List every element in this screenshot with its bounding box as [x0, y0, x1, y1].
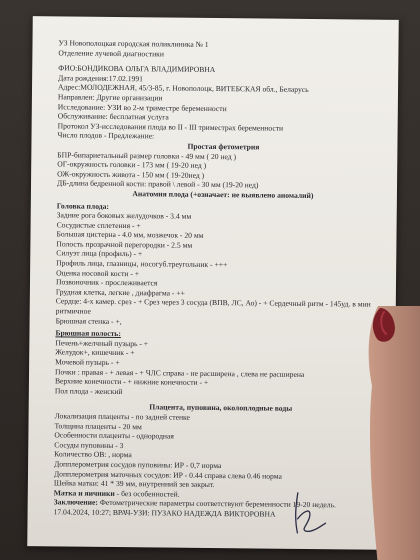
- list-item: Особенности плаценты - однородная: [54, 430, 174, 441]
- study-type: Исследование: УЗИ во 2-м триместре беременности: [57, 101, 227, 113]
- list-item: Большая цистерна - 4.0 мм, мозжечок - 20 мм: [56, 229, 204, 241]
- doctor-signature-line: 17.04.2024, 10:27; ВРАЧ-УЗИ: ПУЗАКО НАДЕЖДА ВИКТОРОВНА: [53, 507, 276, 519]
- handwritten-signature: [289, 489, 330, 539]
- department-name: Отделение лучевой диагностики: [58, 47, 164, 59]
- list-item: Мочевой пузырь - +: [55, 357, 120, 368]
- head-section-title: Головка плода:: [56, 200, 110, 211]
- patient-name: ФИО:БОНДИКОВА ОЛЬГА ВЛАДИМИРОВНА: [58, 63, 216, 75]
- list-item: Допплерометрия сосудов пуповины: ИР - 0,7 норма: [54, 459, 222, 471]
- list-item: Допплерометрия маточных сосудов: ИР - 0.44 справа слева 0.46 норма: [53, 468, 282, 481]
- service-type: Обслуживание: бесплатная услуга: [57, 111, 169, 122]
- uterus-text: - без особенностей.: [116, 488, 180, 499]
- protocol-title: Протокол УЗ-исследования плода во II - III триместрах беременности: [57, 121, 284, 133]
- list-item: Оценка носовой кости - +: [56, 268, 140, 278]
- list-item: Почки : правая - + левая - + ЧЛС справа - не расширена , слева не расширена: [55, 366, 305, 379]
- list-item: Количество ОВ: , норма: [54, 449, 132, 460]
- referral: Направлен: Другие организации: [57, 92, 163, 103]
- fetus-count: Число плодов - Предлежание:: [57, 130, 155, 141]
- list-item: Желудок+, кишечник - +: [55, 347, 135, 358]
- list-item: Толщина плаценты - 20 мм: [54, 420, 142, 431]
- list-item: Задние рога боковых желудочков - 3.4 мм: [56, 210, 192, 221]
- patient-address: Адрес:МОЛОДЕЖНАЯ, 45/3-85, г. Новополоцк, ВИТЕБСКАЯ обл., Беларусь: [57, 82, 309, 95]
- abdomen-section-title: Брюшная полость:: [55, 328, 121, 339]
- list-item: Печень+желчный пузырь - +: [55, 338, 149, 349]
- list-item: Брюшная стенка - +,: [55, 315, 122, 326]
- fetometry-bpr: БПР-бипариетальный размер головки - 49 мм ( 20 нед ): [57, 149, 237, 161]
- list-item: Позвоночник - прослеживается: [55, 277, 158, 288]
- list-item: Локализация плаценты - по задней стенке: [54, 411, 191, 422]
- list-item: Сердце: 4-х камер. срез - + Срез через 3 сосуда (ВПВ, ЛС, Ао) - + Сердечный ритм - 145уд. в мин: [55, 296, 371, 310]
- fetometry-title: Простая фетометрия: [187, 141, 260, 152]
- list-item: Сосуды пуповины - 3: [54, 440, 124, 450]
- list-item: Грудная клетка, легкие , диафрагма - ++: [55, 287, 185, 298]
- conclusion-label: Заключение:: [53, 497, 99, 508]
- fetometry-ozh: ОЖ-окружность живота - 150 мм ( 19-20нед ): [57, 169, 205, 180]
- list-item: Шейка матки: 41 * 39 мм, внутренний зев закрыт.: [53, 478, 215, 490]
- conclusion-text: Фетометрические параметры соответствуют беременности 19-20 недель.: [97, 498, 337, 510]
- patient-dob: Дата рождения:17.02.1991: [58, 73, 144, 84]
- uterus-title: Матка и яичники: [53, 488, 115, 498]
- list-item: ритмичное: [55, 306, 91, 316]
- fetometry-og: ОГ-окружность головки - 173 мм ( 19-20 нед ): [57, 159, 207, 171]
- list-item: Силуэт лица (профиль) - +: [56, 248, 143, 259]
- fetometry-db: ДБ-длина бедренной кости: правой \ левой - 30 мм (19-20 нед): [56, 178, 259, 190]
- list-item: Профиль лица, глазницы, носогуб.треугольник - +++: [56, 258, 228, 270]
- list-item: Полость прозрачной перегородки - 2.5 мм: [56, 239, 193, 250]
- placenta-title: Плацента, пуповина, околоплодные воды: [149, 402, 293, 414]
- anatomy-title: Анатомия плода (+означает: не выявлено аномалий): [132, 189, 314, 200]
- list-item: Верхние конечности - + нижние конечности - +: [54, 376, 209, 388]
- hand-holding-sheet: [338, 306, 420, 560]
- list-item: Сосудистые сплетения - +: [56, 220, 141, 230]
- clinic-name: УЗ Новополоцкая городская поликлиника № 1: [58, 38, 209, 49]
- list-item: Пол плода - женский: [54, 386, 123, 396]
